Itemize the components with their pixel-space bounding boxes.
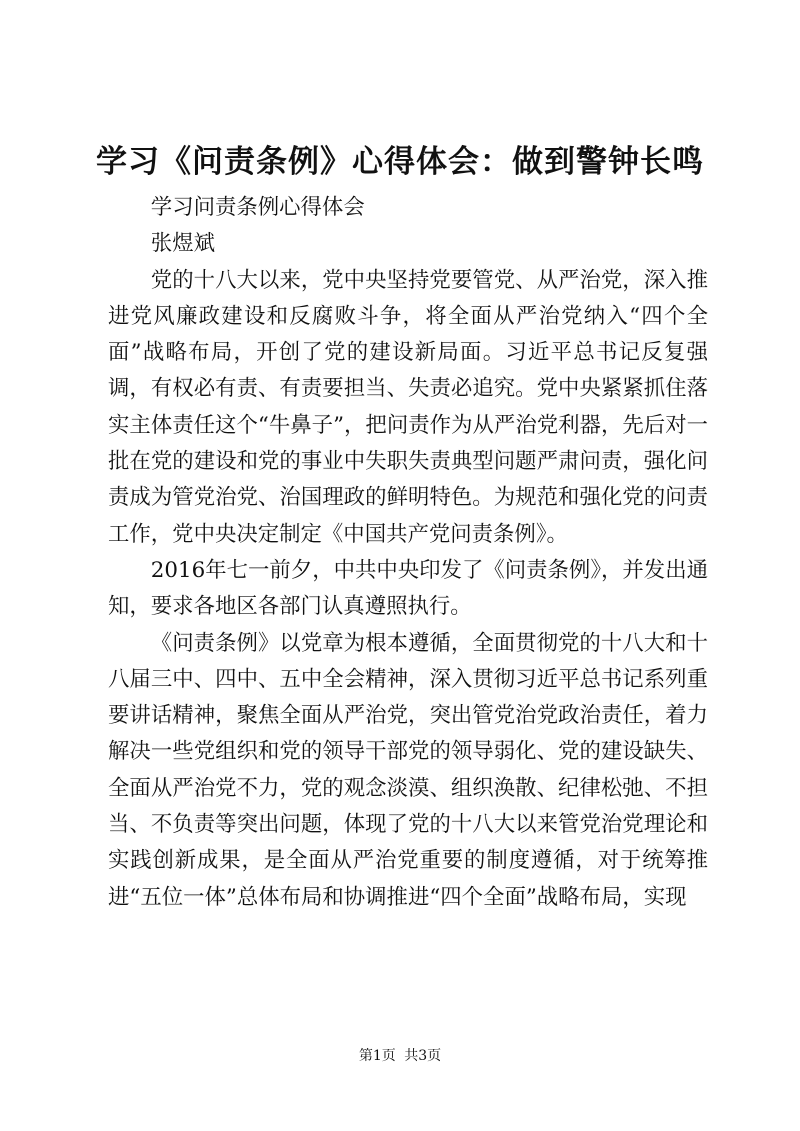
paragraph: 党的十八大以来，党中央坚持党要管党、从严治党，深入推进党风廉政建设和反腐败斗争，将全面从严治党纳入“四个全面”战略布局，开创了党的建设新局面。习近平总书记反复强调，有权必有责、有责要担当、失责必追究。党中央紧紧抓住落实主体责任这个“牛鼻子”，把问责作为从严治党利器，先后对一批在党的建设和党的事业中失职失责典型问题严肃问责，强化问责成为管党治党、治国理政的鲜明特色。为规范和强化党的问责工作，党中央决定制定《中国共产党问责条例》。 — [108, 267, 708, 547]
paragraph: 《问责条例》以党章为根本遵循，全面贯彻党的十八大和十八届三中、四中、五中全会精神，深入贯彻习近平总书记系列重要讲话精神，聚焦全面从严治党，突出管党治党政治责任，着力解决一些党组织和党的领导干部党的领导弱化、党的建设缺失、全面从严治党不力，党的观念淡漠、组织涣散、纪律松弛、不担当、不负责等突出问题，体现了党的十八大以来管党治党理论和实践创新成果，是全面从严治党重要的制度遵循，对于统筹推进“五位一体”总体布局和协调推进“四个全面”战略布局，实现 — [108, 630, 708, 910]
page-footer — [0, 1046, 800, 1066]
document-subtitle: 学习问责条例心得体会 — [150, 195, 365, 220]
document-title: 学习《问责条例》心得体会：做到警钟长鸣 — [96, 144, 704, 180]
page-total: 共3页 — [404, 1048, 442, 1064]
document-author: 张煜斌 — [150, 231, 215, 257]
document-body — [108, 190, 708, 916]
paragraph: 2016年七一前夕，中共中央印发了《问责条例》，并发出通知，要求各地区各部门认真遵照执行。 — [108, 557, 708, 620]
page-number: 第1页 — [358, 1048, 396, 1064]
